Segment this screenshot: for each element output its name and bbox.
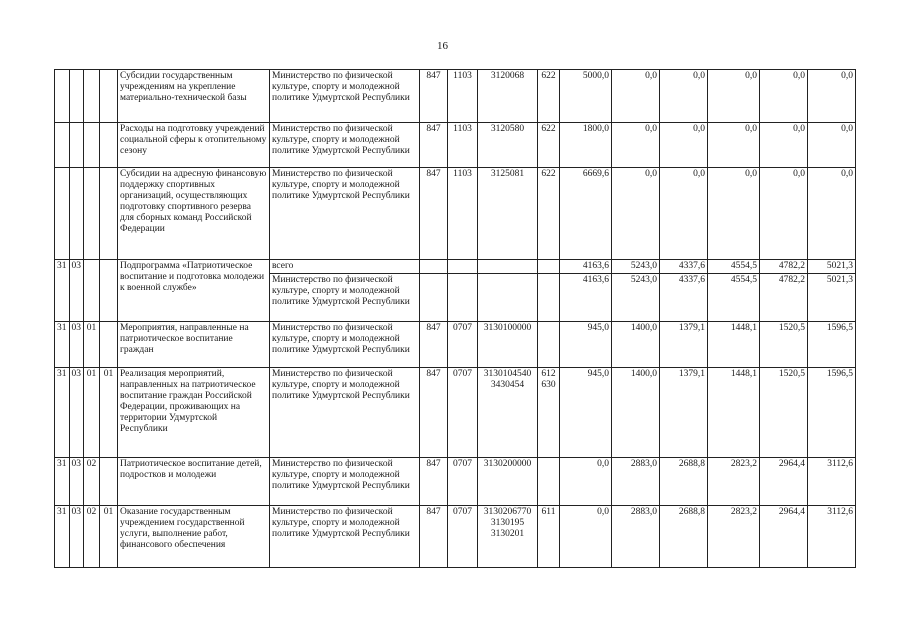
amount-cell: 0,0	[760, 168, 808, 260]
vr-cell: 611	[538, 506, 560, 568]
amount-cell: 1800,0	[560, 123, 612, 168]
rzpr-cell: 0707	[448, 322, 478, 368]
subprogram-code-cell: 03	[69, 322, 84, 368]
amount-cell: 0,0	[808, 168, 856, 260]
vr-cell	[538, 458, 560, 506]
grbs-cell: 847	[420, 368, 448, 458]
program-code-cell	[55, 70, 70, 123]
amount-cell: 1379,1	[660, 368, 708, 458]
row-name-cell: Подпрограмма «Патриотическое воспитание и подготовка молодежи к военной службе»	[118, 260, 270, 322]
csr-cell: 3130206770 3130195 3130201	[478, 506, 538, 568]
budget-table	[54, 69, 856, 568]
rzpr-cell: 0707	[448, 368, 478, 458]
row-name-cell: Субсидии на адресную финансовую поддержку спортивных организаций, осуществляющих подготовку спортивного резерва для сборных команд Российской Федерации	[118, 168, 270, 260]
rzpr-cell	[448, 260, 478, 274]
amount-cell: 945,0	[560, 322, 612, 368]
executor-cell: Министерство по физической культуре, спорту и молодежной политике Удмуртской Республики	[270, 274, 420, 322]
amount-cell: 0,0	[760, 70, 808, 123]
program-code-cell: 31	[55, 368, 70, 458]
vr-cell: 622	[538, 123, 560, 168]
table-row	[55, 168, 856, 260]
grbs-cell: 847	[420, 458, 448, 506]
amount-cell: 0,0	[708, 168, 760, 260]
amount-cell: 1400,0	[612, 368, 660, 458]
amount-cell: 4782,2	[760, 274, 808, 322]
amount-cell: 1400,0	[612, 322, 660, 368]
executor-cell: Министерство по физической культуре, спорту и молодежной политике Удмуртской Республики	[270, 458, 420, 506]
amount-cell: 0,0	[808, 70, 856, 123]
row-name-cell: Мероприятия, направленные на патриотическое воспитание граждан	[118, 322, 270, 368]
table-row	[55, 260, 856, 274]
amount-cell: 4554,5	[708, 260, 760, 274]
amount-cell: 2688,8	[660, 458, 708, 506]
amount-cell: 2823,2	[708, 506, 760, 568]
program-code-cell	[55, 168, 70, 260]
vr-cell: 622	[538, 70, 560, 123]
rzpr-cell: 1103	[448, 168, 478, 260]
amount-cell: 1448,1	[708, 368, 760, 458]
subprogram-code-cell	[69, 123, 84, 168]
amount-cell: 2883,0	[612, 458, 660, 506]
amount-cell: 0,0	[708, 123, 760, 168]
amount-cell: 1596,5	[808, 368, 856, 458]
grbs-cell: 847	[420, 70, 448, 123]
amount-cell: 0,0	[612, 70, 660, 123]
amount-cell: 3112,6	[808, 506, 856, 568]
amount-cell: 1596,5	[808, 322, 856, 368]
amount-cell: 1520,5	[760, 368, 808, 458]
row-name-cell: Субсидии государственным учреждениям на укрепление материально-технической базы	[118, 70, 270, 123]
table-row	[55, 458, 856, 506]
event-code-cell	[84, 168, 100, 260]
amount-cell: 0,0	[808, 123, 856, 168]
executor-cell: Министерство по физической культуре, спорту и молодежной политике Удмуртской Республики	[270, 70, 420, 123]
executor-cell: Министерство по физической культуре, спорту и молодежной политике Удмуртской Республики	[270, 368, 420, 458]
amount-cell: 2688,8	[660, 506, 708, 568]
amount-cell: 5021,3	[808, 274, 856, 322]
amount-cell: 5243,0	[612, 274, 660, 322]
amount-cell: 4554,5	[708, 274, 760, 322]
executor-cell: всего	[270, 260, 420, 274]
program-code-cell: 31	[55, 322, 70, 368]
vr-cell: 612 630	[538, 368, 560, 458]
program-code-cell: 31	[55, 458, 70, 506]
grbs-cell	[420, 274, 448, 322]
subevent-code-cell	[100, 168, 118, 260]
executor-cell: Министерство по физической культуре, спорту и молодежной политике Удмуртской Республики	[270, 168, 420, 260]
amount-cell: 4337,6	[660, 260, 708, 274]
rzpr-cell	[448, 274, 478, 322]
subprogram-code-cell: 03	[69, 458, 84, 506]
event-code-cell: 02	[84, 506, 100, 568]
amount-cell: 4337,6	[660, 274, 708, 322]
executor-cell: Министерство по физической культуре, спорту и молодежной политике Удмуртской Республики	[270, 322, 420, 368]
event-code-cell	[84, 260, 100, 322]
amount-cell: 0,0	[660, 123, 708, 168]
amount-cell: 5243,0	[612, 260, 660, 274]
vr-cell: 622	[538, 168, 560, 260]
event-code-cell: 01	[84, 368, 100, 458]
subprogram-code-cell	[69, 70, 84, 123]
row-name-cell: Реализация мероприятий, направленных на патриотическое воспитание граждан Российской Федерации, проживающих на территории Удмуртской Республики	[118, 368, 270, 458]
amount-cell: 945,0	[560, 368, 612, 458]
rzpr-cell: 1103	[448, 70, 478, 123]
csr-cell: 3120068	[478, 70, 538, 123]
subevent-code-cell: 01	[100, 368, 118, 458]
csr-cell: 3130100000	[478, 322, 538, 368]
grbs-cell	[420, 260, 448, 274]
event-code-cell	[84, 123, 100, 168]
subevent-code-cell	[100, 260, 118, 322]
vr-cell	[538, 322, 560, 368]
amount-cell: 1379,1	[660, 322, 708, 368]
amount-cell: 0,0	[760, 123, 808, 168]
event-code-cell: 01	[84, 322, 100, 368]
subevent-code-cell	[100, 458, 118, 506]
amount-cell: 4163,6	[560, 274, 612, 322]
table-row	[55, 368, 856, 458]
grbs-cell: 847	[420, 322, 448, 368]
csr-cell	[478, 274, 538, 322]
program-code-cell: 31	[55, 506, 70, 568]
amount-cell: 2823,2	[708, 458, 760, 506]
csr-cell: 3130200000	[478, 458, 538, 506]
amount-cell: 1448,1	[708, 322, 760, 368]
row-name-cell: Расходы на подготовку учреждений социальной сферы к отопительному сезону	[118, 123, 270, 168]
csr-cell: 3130104540 3430454	[478, 368, 538, 458]
amount-cell: 0,0	[560, 506, 612, 568]
csr-cell: 3120580	[478, 123, 538, 168]
csr-cell	[478, 260, 538, 274]
amount-cell: 1520,5	[760, 322, 808, 368]
amount-cell: 5000,0	[560, 70, 612, 123]
table-row	[55, 506, 856, 568]
amount-cell: 3112,6	[808, 458, 856, 506]
amount-cell: 0,0	[612, 123, 660, 168]
row-name-cell: Оказание государственным учреждением государственной услуги, выполнение работ, финансового обеспечения	[118, 506, 270, 568]
amount-cell: 2964,4	[760, 506, 808, 568]
program-code-cell: 31	[55, 260, 70, 322]
amount-cell: 4163,6	[560, 260, 612, 274]
subevent-code-cell	[100, 123, 118, 168]
vr-cell	[538, 260, 560, 274]
table-row	[55, 70, 856, 123]
amount-cell: 0,0	[660, 70, 708, 123]
amount-cell: 4782,2	[760, 260, 808, 274]
event-code-cell	[84, 70, 100, 123]
row-name-cell: Патриотическое воспитание детей, подростков и молодежи	[118, 458, 270, 506]
subprogram-code-cell: 03	[69, 368, 84, 458]
amount-cell: 0,0	[560, 458, 612, 506]
subprogram-code-cell	[69, 168, 84, 260]
csr-cell: 3125081	[478, 168, 538, 260]
event-code-cell: 02	[84, 458, 100, 506]
subevent-code-cell	[100, 322, 118, 368]
subevent-code-cell	[100, 70, 118, 123]
amount-cell: 0,0	[708, 70, 760, 123]
amount-cell: 2883,0	[612, 506, 660, 568]
grbs-cell: 847	[420, 123, 448, 168]
grbs-cell: 847	[420, 506, 448, 568]
amount-cell: 2964,4	[760, 458, 808, 506]
subprogram-code-cell: 03	[69, 260, 84, 322]
program-code-cell	[55, 123, 70, 168]
amount-cell: 6669,6	[560, 168, 612, 260]
table-row	[55, 123, 856, 168]
page-number: 16	[437, 40, 448, 52]
table-row	[55, 322, 856, 368]
subevent-code-cell: 01	[100, 506, 118, 568]
subprogram-code-cell: 03	[69, 506, 84, 568]
amount-cell: 5021,3	[808, 260, 856, 274]
amount-cell: 0,0	[612, 168, 660, 260]
grbs-cell: 847	[420, 168, 448, 260]
amount-cell: 0,0	[660, 168, 708, 260]
executor-cell: Министерство по физической культуре, спорту и молодежной политике Удмуртской Республики	[270, 506, 420, 568]
vr-cell	[538, 274, 560, 322]
rzpr-cell: 0707	[448, 458, 478, 506]
executor-cell: Министерство по физической культуре, спорту и молодежной политике Удмуртской Республики	[270, 123, 420, 168]
rzpr-cell: 0707	[448, 506, 478, 568]
rzpr-cell: 1103	[448, 123, 478, 168]
